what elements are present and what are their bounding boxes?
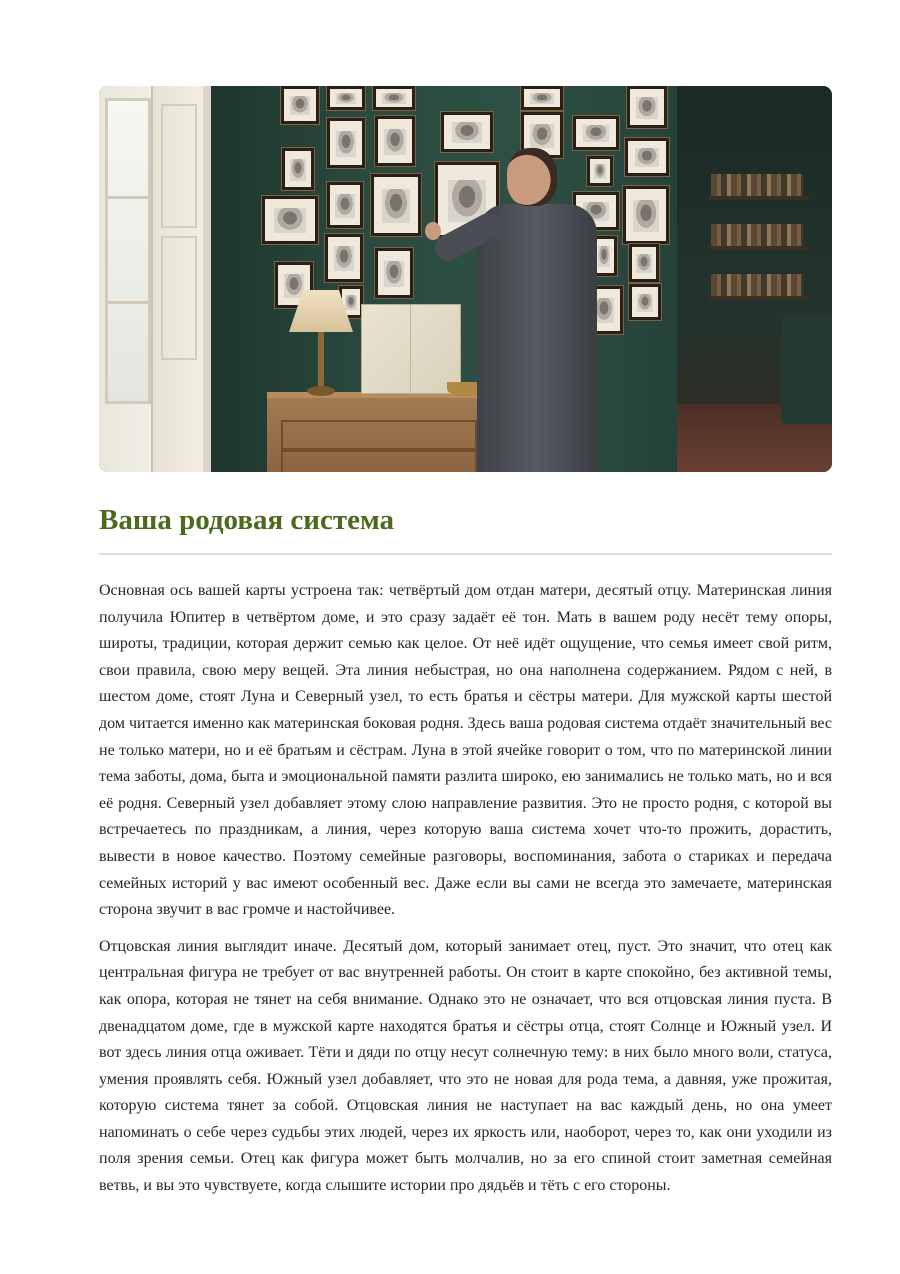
portrait-frame — [587, 156, 613, 186]
article — [99, 86, 832, 1200]
portrait-frame — [521, 86, 563, 110]
portrait-frame — [629, 284, 661, 320]
portrait-frame — [441, 112, 493, 152]
armchair — [781, 314, 832, 424]
window-glass — [105, 98, 151, 404]
portrait-frame — [327, 86, 365, 110]
books — [711, 224, 803, 246]
man-body — [477, 204, 597, 472]
man-head — [507, 148, 557, 206]
bookshelf — [709, 196, 809, 200]
paragraph-maternal-line: Основная ось вашей карты устроена так: четвёртый дом отдан матери, десятый отцу. Материнская линия получила Юпитер в четвёртом доме, и это сразу задаёт её тон. Мать в вашем роду несёт тему опоры, широты, традиции, которая держит семью как целое. От неё идёт ощущение, что семья имеет свой ритм, свои правила, свою меру вещей. Эта линия небыстрая, но она наполнена содержанием. Рядом с ней, в шестом доме, стоят Луна и Северный узел, то есть братья и сёстры матери. Для мужской карты шестой дом читается именно как материнская боковая родня. Здесь ваша родовая система отдаёт значительный вес не только матери, но и её братьям и сёстрам. Луна в этой ячейке говорит о том, что по материнской линии тема заботы, дома, быта и эмоциональной памяти разлита широко, ею занимались не только мать, но и вся её родня. Северный узел добавляет этому слою направление развития. Это не просто родня, с которой вы встречаетесь по праздникам, а линия, через которую ваша система хочет что-то прожить, дорастить, вывести в новое качество. Поэтому семейные разговоры, воспоминания, забота о стариках и передача семейных историй у вас имеют особенный вес. Даже если вы сами не всегда это замечаете, материнская сторона звучит в вас громче и настойчивее. — [99, 582, 832, 919]
portrait-frame — [262, 196, 318, 244]
article-title: Ваша родовая система — [99, 504, 395, 536]
portrait-frame — [625, 138, 669, 176]
portrait-frame — [627, 86, 667, 128]
bowl — [447, 382, 481, 396]
map — [361, 304, 461, 394]
books — [711, 274, 803, 296]
portrait-frame — [327, 182, 363, 228]
window — [99, 86, 211, 472]
lamp-base — [307, 386, 335, 396]
title-divider — [99, 553, 832, 555]
portrait-frame — [282, 148, 314, 190]
portrait-frame — [629, 244, 659, 282]
books — [711, 174, 803, 196]
lamp-stem — [318, 332, 324, 390]
hero-photo — [99, 86, 832, 472]
paragraph-paternal-line: Отцовская линия выглядит иначе. Десятый дом, который занимает отец, пуст. Это значит, что отец как центральная фигура не требует от вас внутренней работы. Он стоит в карте спокойно, без активной темы, как опора, которая не тянет на себя внимание. Однако это не означает, что вся отцовская линия пуста. В двенадцатом доме, где в мужской карте находятся братья и сёстры отца, стоят Солнце и Южный узел. И вот здесь линия отца оживает. Тёти и дяди по отцу несут солнечную тему: в них было много воли, статуса, умения проявлять себя. Южный узел добавляет, что это не новая для рода тема, а давняя, уже прожитая, которую система тянет за собой. Отцовская линия не наступает на вас каждый день, но она умеет напоминать о себе через судьбы этих людей, через их яркость или, наоборот, через то, как они уходили из поля зрения семьи. Отец как фигура может быть молчалив, но за его спиной стоит заметная семейная ветвь, и вы это чувствуете, когда слышите истории про дядьёв и тёть с его стороны. — [99, 937, 832, 1195]
portrait-frame — [375, 116, 415, 166]
bookshelf — [709, 296, 809, 300]
portrait-frame — [373, 86, 415, 110]
portrait-frame — [573, 116, 619, 150]
portrait-frame — [623, 186, 669, 244]
window-shutter — [151, 86, 203, 472]
portrait-frame — [371, 174, 421, 236]
wooden-dresser — [267, 392, 487, 472]
bookshelf — [709, 246, 809, 250]
man-hand — [425, 222, 441, 240]
portrait-frame — [327, 118, 365, 168]
portrait-frame — [375, 248, 413, 298]
portrait-frame — [325, 234, 363, 282]
portrait-frame — [281, 86, 319, 124]
